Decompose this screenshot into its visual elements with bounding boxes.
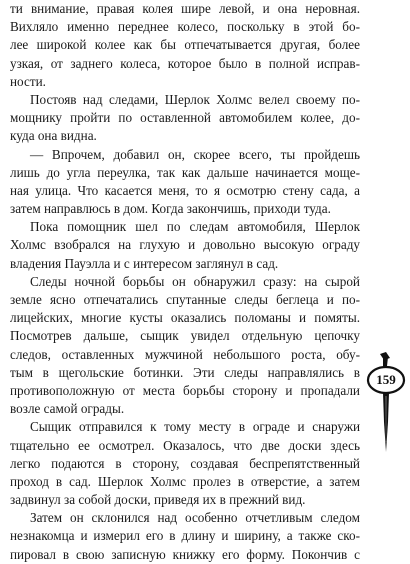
- paragraph-6: [10, 418, 360, 509]
- text-line: Посмотрев дальше, сыщик увидел отдельную цепочку: [10, 328, 360, 344]
- text-line: легко подаются в сторону, создавая беспрепятственный: [10, 455, 360, 471]
- text-line: задвинул за собой доски, приведя их в прежний вид.: [10, 492, 306, 508]
- page-number-badge: [366, 352, 406, 462]
- text-line: — Впрочем, добавил он, скорее всего, ты пройдешь: [30, 146, 360, 162]
- paragraph-1: [10, 0, 360, 91]
- text-line: Постояв над следами, Шерлок Холмс велел своему по-: [30, 91, 360, 107]
- paragraph-2: [10, 91, 360, 146]
- text-line: лишь до угла переулка, так как дальше начинается моще-: [10, 164, 360, 180]
- text-line: Затем он склонился над особенно отчетливым следом: [30, 510, 360, 526]
- dagger-icon: [366, 352, 406, 462]
- text-line: проход в сад. Шерлок Холмс пролез в отверстие, а затем: [10, 473, 360, 489]
- text-line: куда она видна.: [10, 128, 97, 144]
- text-line: затем направлюсь в дом. Когда закончишь, приходи туда.: [10, 201, 331, 217]
- paragraph-7: [10, 509, 360, 564]
- page-text-block: [10, 0, 360, 564]
- text-line: мощнику пройти по оставленной автомобилем колее, до-: [10, 110, 360, 126]
- text-line: пировал в свою записную книжку его форму. Покончив с: [10, 546, 360, 562]
- text-line: Сыщик отправился к тому месту в ограде и снаружи: [30, 419, 360, 435]
- text-line: Пока помощник шел по следам автомобиля, Шерлок: [30, 219, 360, 235]
- text-line: лее широкой колее как бы отпечатывается другая, более: [10, 37, 360, 53]
- text-line: лицейских, многие кусты оказались поломаны и помяты.: [10, 310, 360, 326]
- text-line: противоположную от места борьбы сторону и пропадали: [10, 382, 360, 398]
- text-line: незнакомца и измерил его в длину и ширину, а также ско-: [10, 528, 360, 544]
- paragraph-5: [10, 273, 360, 419]
- page-number: 159: [376, 372, 396, 387]
- text-line: Холмс взобрался на глухую и довольно высокую ограду: [10, 237, 360, 253]
- paragraph-4: [10, 218, 360, 273]
- text-line: тщательно ее осмотрел. Оказалось, что две доски здесь: [10, 437, 360, 453]
- text-line: следов, оставленных мужчиной небольшого роста, обу-: [10, 346, 360, 362]
- text-line: ти внимание, правая колея шире левой, и она неровная.: [10, 1, 360, 16]
- text-line: земле ясно отпечатались спутанные следы беглеца и по-: [10, 292, 360, 307]
- text-line: узкая, от заднего колеса, которое было в полной исправ-: [10, 55, 360, 71]
- paragraph-3: [10, 146, 360, 219]
- text-line: ности.: [10, 73, 46, 89]
- text-line: тым в щегольские ботинки. Эти следы направлялись в: [10, 364, 360, 380]
- text-line: возле самой ограды.: [10, 401, 125, 417]
- text-line: Вихляло именно переднее колесо, поскольку в этой бо-: [10, 19, 360, 35]
- text-line: ная улица. Что касается меня, то я осмотрю стену сада, а: [10, 182, 360, 198]
- text-line: Следы ночной борьбы он обнаружил сразу: на сырой: [30, 273, 360, 289]
- text-line: владения Пауэлла и с интересом заглянул в сад.: [10, 255, 279, 271]
